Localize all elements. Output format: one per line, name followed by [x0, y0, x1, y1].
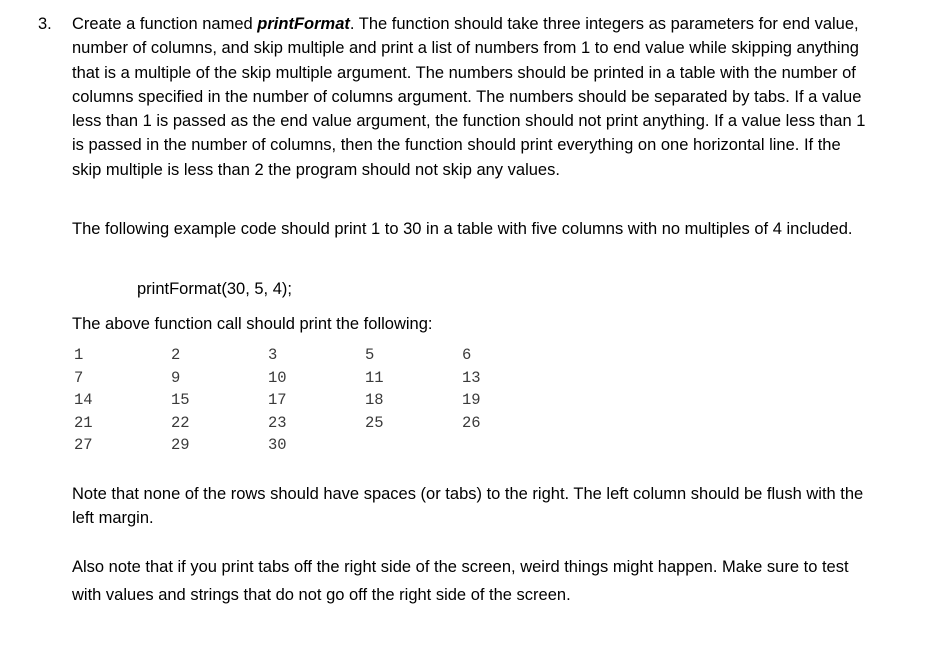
note-paragraph: Note that none of the rows should have spaces (or tabs) to the right. The left column should be flush with the left margin.: [72, 485, 864, 528]
output-cell: 23: [268, 413, 287, 432]
example-output-table: [74, 344, 559, 457]
output-cell: 9: [171, 368, 181, 387]
output-cell: 22: [171, 413, 190, 432]
output-cell: 3: [268, 346, 278, 364]
function-name: printFormat: [257, 15, 350, 33]
output-cell: 5: [365, 346, 375, 364]
output-cell: 21: [74, 413, 93, 432]
output-cell: 17: [268, 391, 287, 410]
output-cell: 6: [462, 346, 472, 364]
output-cell: 18: [365, 391, 384, 410]
output-cell: 13: [462, 368, 481, 387]
output-row: [74, 412, 559, 435]
output-cell: 29: [171, 436, 190, 455]
question-paragraph: [72, 12, 872, 182]
output-cell: 10: [268, 368, 287, 387]
output-row: [74, 389, 559, 412]
output-row: [74, 434, 559, 457]
output-cell: 7: [74, 368, 84, 387]
output-intro-paragraph: The above function call should print the following:: [72, 315, 433, 333]
output-cell: 15: [171, 391, 190, 410]
example-intro-paragraph: The following example code should print 1 to 30 in a table with five columns with no multiples of 4 included.: [72, 220, 853, 238]
output-cell: 2: [171, 346, 181, 364]
output-cell: 14: [74, 391, 93, 410]
example-code-call: printFormat(30, 5, 4);: [137, 280, 292, 298]
output-row: [74, 344, 559, 367]
question-body-text: . The function should take three integers as parameters for end value, number of columns, and skip multiple and print a list of numbers from 1 to end value while skipping anything that is a multiple of the skip multiple argument. The numbers should be printed in a table with the number of columns specified in the number of columns argument. The numbers should be separated by tabs. If a value less than 1 is passed as the end value argument, the function should not print anything. If a value less than 1 is passed in the number of columns, then the function should print everything on one horizontal line. If the skip multiple is less than 2 the program should not skip any values.: [72, 15, 866, 179]
warning-note-paragraph: Also note that if you print tabs off the right side of the screen, weird things might happen. Make sure to test with values and strings that do not go off the right side of the screen.: [72, 558, 849, 604]
question-intro-text: Create a function named: [72, 15, 258, 33]
output-cell: 19: [462, 391, 481, 410]
output-cell: 1: [74, 346, 84, 364]
output-cell: 11: [365, 368, 384, 387]
output-row: [74, 367, 559, 390]
output-cell: 25: [365, 413, 384, 432]
output-cell: 27: [74, 436, 93, 455]
output-cell: 26: [462, 413, 481, 432]
output-cell: 30: [268, 436, 287, 455]
question-number: 3.: [38, 15, 52, 33]
